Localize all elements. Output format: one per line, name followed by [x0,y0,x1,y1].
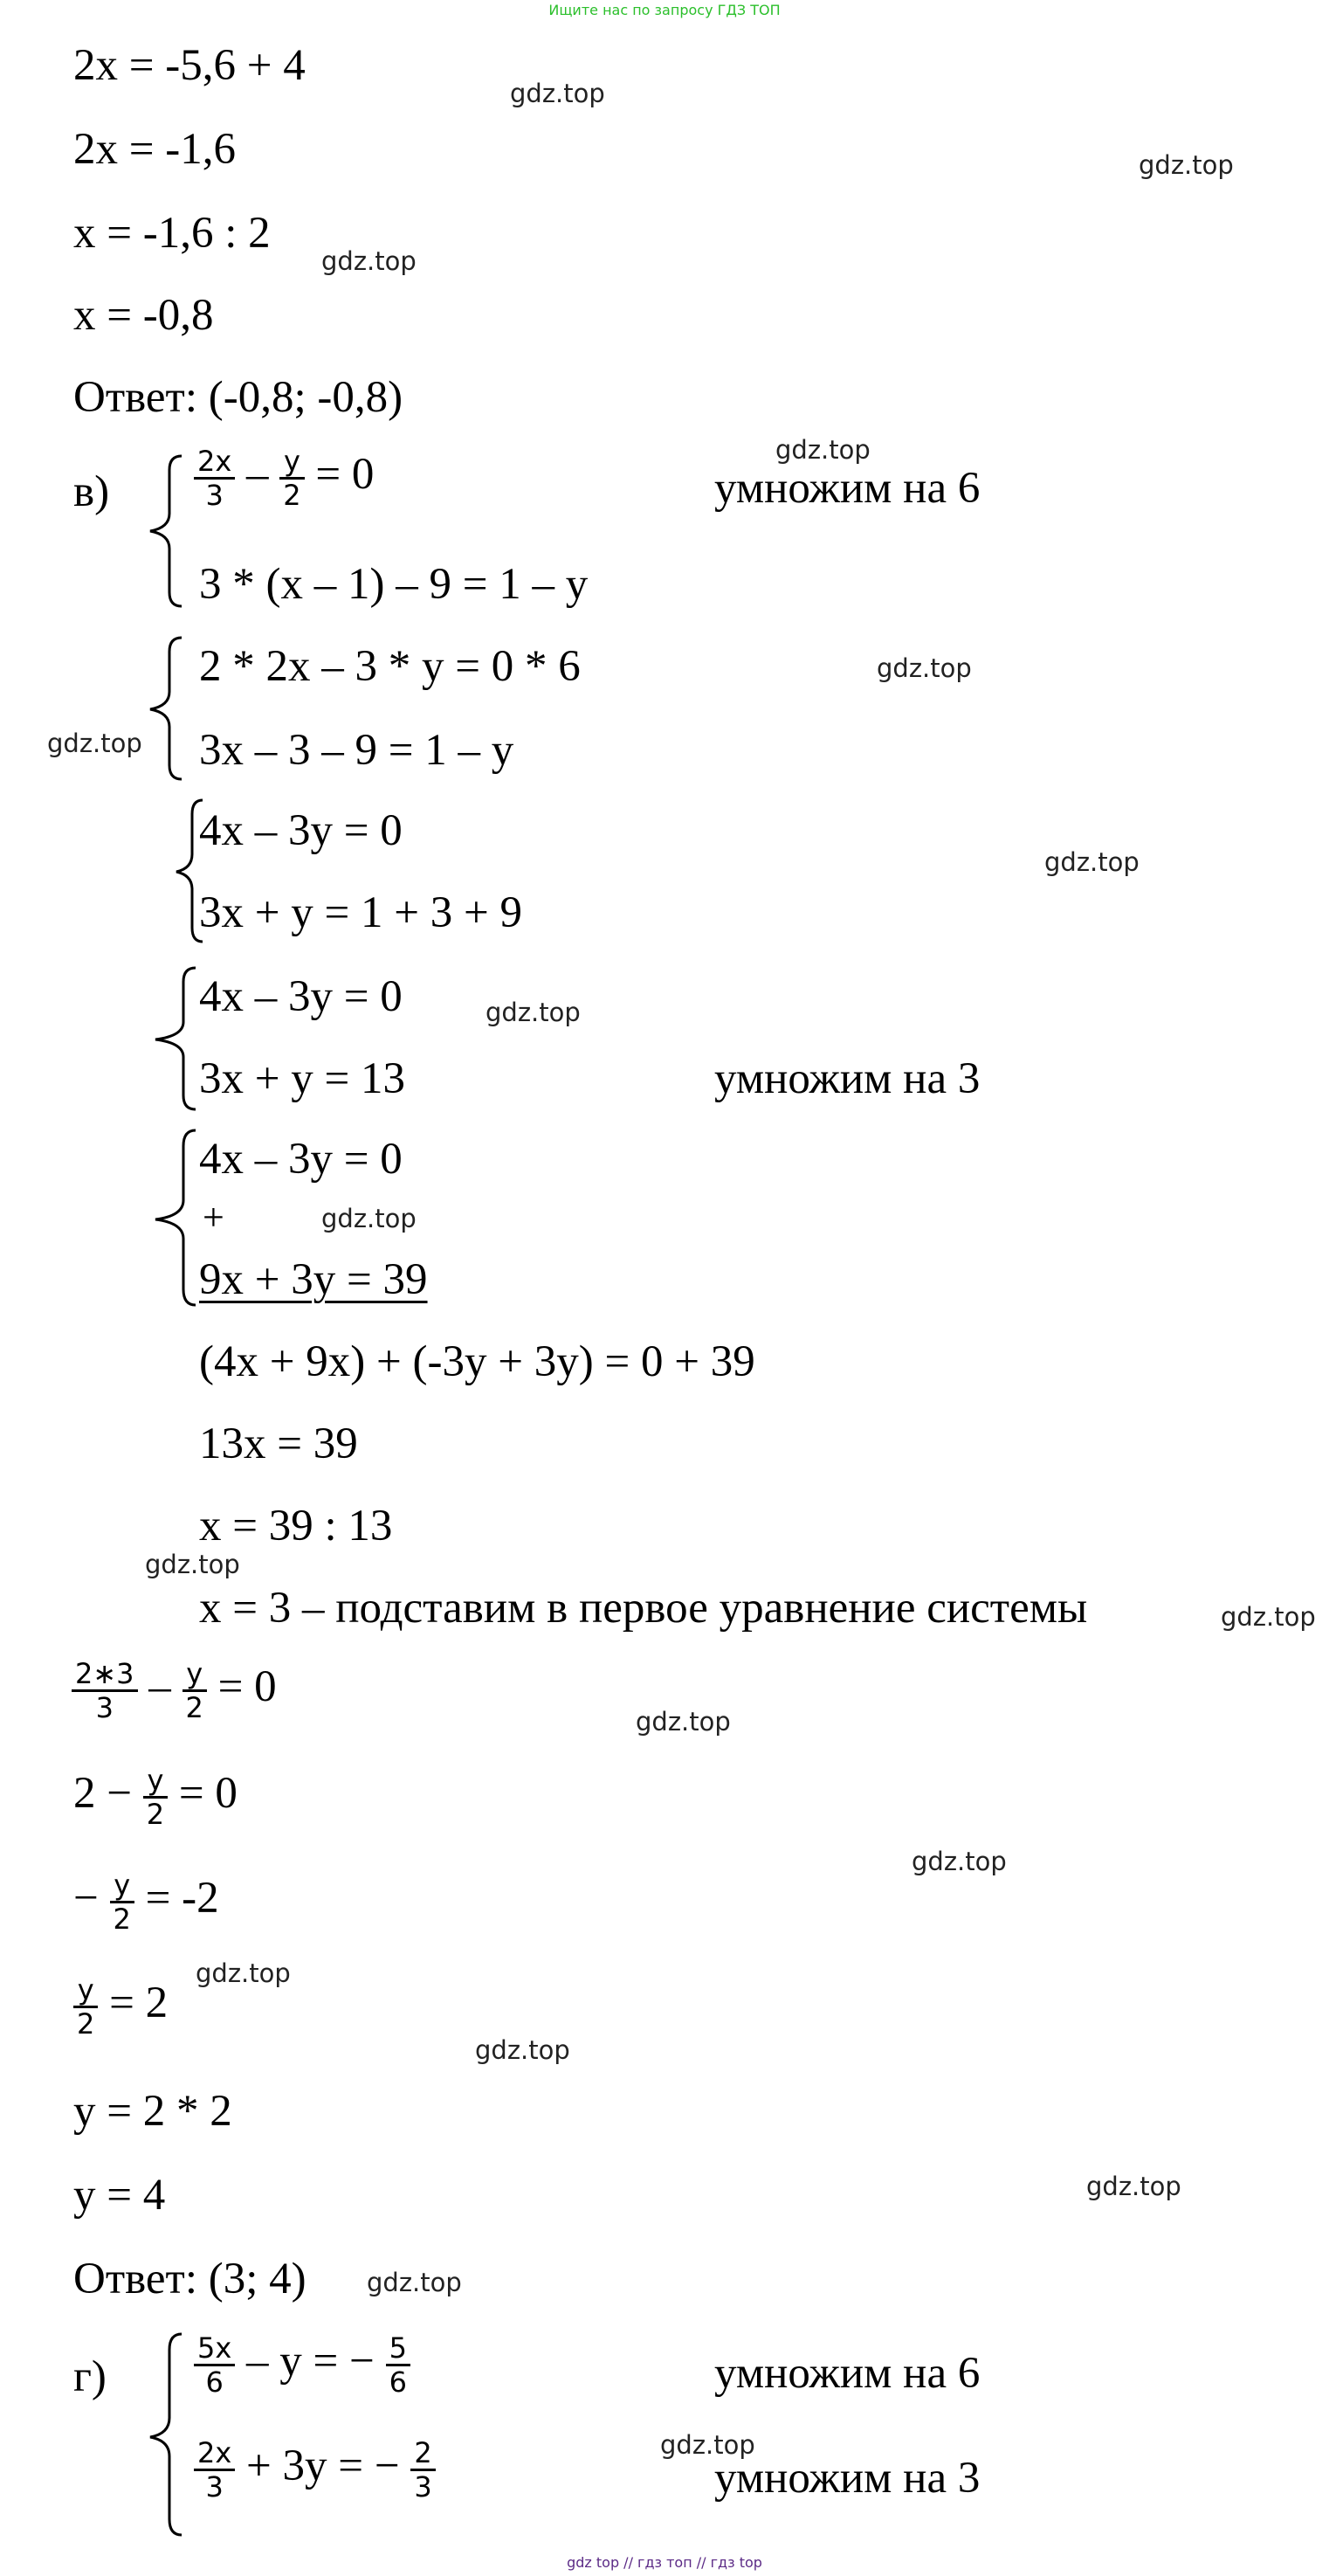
system-b-eq2: 3 * (x – 1) – 9 = 1 – y [199,560,589,609]
intro-line-2: 2x = -1,6 [73,125,236,174]
system-4-eq2: 3x + y = 13 [199,1054,406,1103]
watermark: gdz.top [47,729,142,758]
multiply-note: умножим на 3 [714,1054,981,1103]
step-4: x = 3 – подставим в первое уравнение системы [199,1584,1088,1633]
part-b-answer: Ответ: (3; 4) [73,2255,306,2303]
multiply-note: умножим на 6 [714,464,981,513]
watermark: gdz.top [1139,150,1234,180]
watermark: gdz.top [775,435,871,465]
watermark: gdz.top [877,653,972,683]
substitution-6: y = 4 [73,2171,166,2220]
watermark: gdz.top [321,1204,417,1233]
watermark: gdz.top [912,1847,1007,1876]
bottom-banner: gdz top // гдз топ // гдз top [567,2554,762,2571]
fraction: $\frac{5x}{6}$ [194,2332,235,2398]
watermark: gdz.top [145,1550,240,1579]
substitution-1: $\frac{2∗3}{3}$ – $\frac{y}{2}$ = 0 [72,1658,277,1723]
intro-answer: Ответ: (-0,8; -0,8) [73,373,403,422]
multiply-note: умножим на 3 [714,2454,981,2503]
watermark: gdz.top [475,2035,570,2065]
fraction: $\frac{2}{3}$ [410,2437,435,2503]
intro-line-3: x = -1,6 : 2 [73,209,271,258]
fraction: $\frac{2x}{3}$ [194,2437,235,2503]
step-2: 13x = 39 [199,1419,358,1468]
system-5-eq2: 9x + 3y = 39 [199,1255,428,1304]
part-b-label: в) [73,467,110,516]
watermark: gdz.top [367,2268,462,2297]
watermark: gdz.top [636,1707,731,1737]
multiply-note: умножим на 6 [714,2349,981,2398]
watermark: gdz.top [1086,2172,1181,2201]
system-g-eq1: $\frac{5x}{6}$ – y = − $\frac{5}{6}$ [194,2332,410,2398]
fraction: $\frac{y}{2}$ [279,445,304,511]
watermark: gdz.top [1044,847,1140,877]
intro-line-1: 2x = -5,6 + 4 [73,41,306,90]
watermark: gdz.top [510,79,605,108]
system-b-eq1: $\frac{2x}{3}$ – $\frac{y}{2}$ = 0 [194,445,374,511]
fraction: $\frac{y}{2}$ [143,1765,168,1830]
substitution-5: y = 2 * 2 [73,2087,232,2136]
watermark: gdz.top [196,1958,291,1988]
plus-sign: + [203,1196,224,1239]
step-3: x = 39 : 13 [199,1502,393,1550]
system-3-eq2: 3x + y = 1 + 3 + 9 [199,888,523,937]
system-brace [143,452,187,610]
fraction: $\frac{2∗3}{3}$ [72,1658,138,1723]
system-5-eq1: 4x – 3y = 0 [199,1135,403,1184]
fraction: $\frac{y}{2}$ [110,1869,134,1935]
system-brace [148,964,201,1113]
system-g-eq2: $\frac{2x}{3}$ + 3y = − $\frac{2}{3}$ [194,2437,436,2503]
system-3-eq1: 4x – 3y = 0 [199,806,403,855]
fraction: $\frac{2x}{3}$ [194,445,235,511]
system-2-eq2: 3x – 3 – 9 = 1 – y [199,726,514,775]
watermark: gdz.top [660,2430,755,2460]
system-brace [143,634,187,783]
part-g-label: г) [73,2352,107,2401]
watermark: gdz.top [485,998,581,1027]
system-brace [143,2331,187,2540]
substitution-2: 2 − $\frac{y}{2}$ = 0 [73,1764,238,1831]
system-4-eq1: 4x – 3y = 0 [199,972,403,1021]
intro-line-4: x = -0,8 [73,291,214,340]
fraction: $\frac{5}{6}$ [386,2332,410,2398]
fraction: $\frac{y}{2}$ [182,1658,207,1723]
system-brace [148,1127,201,1310]
substitution-3: − $\frac{y}{2}$ = -2 [73,1868,219,1936]
watermark: gdz.top [1221,1602,1316,1632]
step-1: (4x + 9x) + (-3y + 3y) = 0 + 39 [199,1337,755,1386]
substitution-4: $\frac{y}{2}$ = 2 [73,1974,168,2040]
fraction: $\frac{y}{2}$ [73,1974,98,2040]
top-banner: Ищите нас по запросу ГДЗ ТОП [548,2,781,18]
system-2-eq1: 2 * 2x – 3 * y = 0 * 6 [199,642,581,691]
watermark: gdz.top [321,246,417,276]
